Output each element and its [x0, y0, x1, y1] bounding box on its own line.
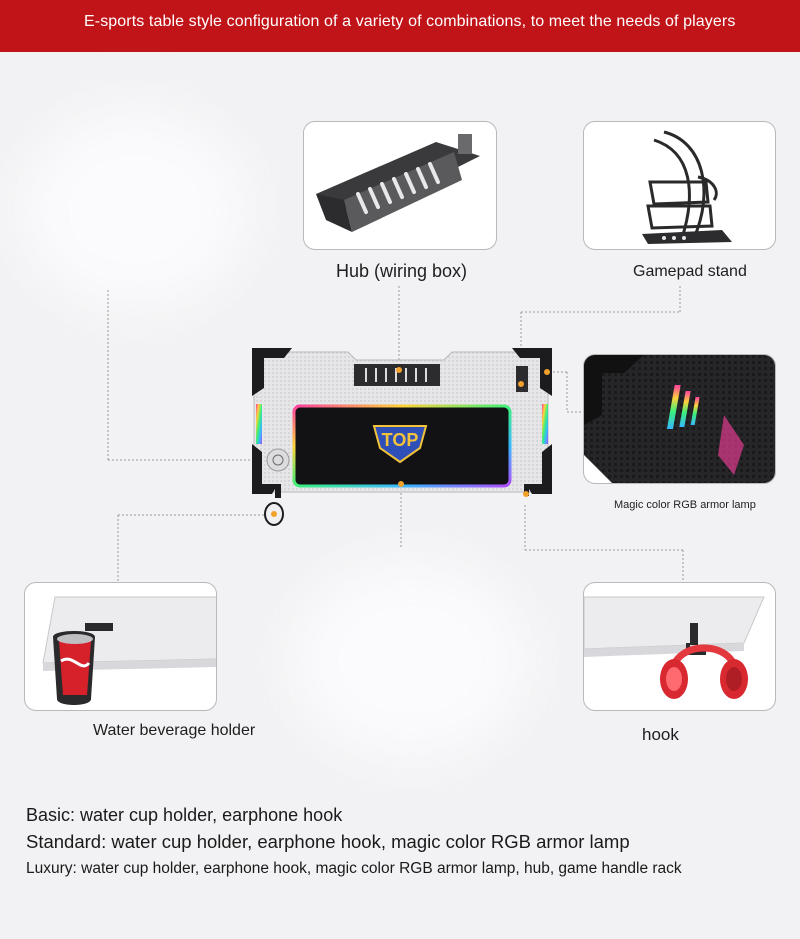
- rgb-armor-lamp-icon: [584, 355, 776, 484]
- headphone-hook-icon: [584, 583, 776, 711]
- config-standard: Standard: water cup holder, earphone hook, magic color RGB armor lamp: [26, 831, 630, 852]
- hub-label: Hub (wiring box): [336, 261, 468, 281]
- cup-holder-marker-icon: [262, 498, 286, 528]
- banner-title: E-sports table style configuration of a variety of combinations, to meet the needs of players: [84, 13, 736, 30]
- config-basic: Basic: water cup holder, earphone hook: [26, 805, 343, 825]
- desk-top-view-icon: [248, 344, 556, 500]
- rgb-armor-lamp-label: Magic color RGB armor lamp: [614, 499, 756, 511]
- water-holder-label: Water beverage holder: [93, 722, 256, 739]
- hook-card: [583, 582, 776, 711]
- gamepad-stand-card: [583, 121, 776, 250]
- rgb-armor-lamp-card: [583, 354, 776, 484]
- gamepad-stand-label: Gamepad stand: [633, 263, 747, 280]
- gamepad-stand-icon: [584, 122, 776, 250]
- water-holder-card: [24, 582, 217, 711]
- hook-label: hook: [642, 725, 679, 744]
- hub-wiring-box-icon: [304, 122, 497, 250]
- water-holder-icon: [25, 583, 217, 711]
- desk-logo-text: TOP: [381, 430, 419, 450]
- config-luxury: Luxury: water cup holder, earphone hook, magic color RGB armor lamp, hub, game handle rack: [26, 860, 682, 877]
- hub-card: [303, 121, 497, 250]
